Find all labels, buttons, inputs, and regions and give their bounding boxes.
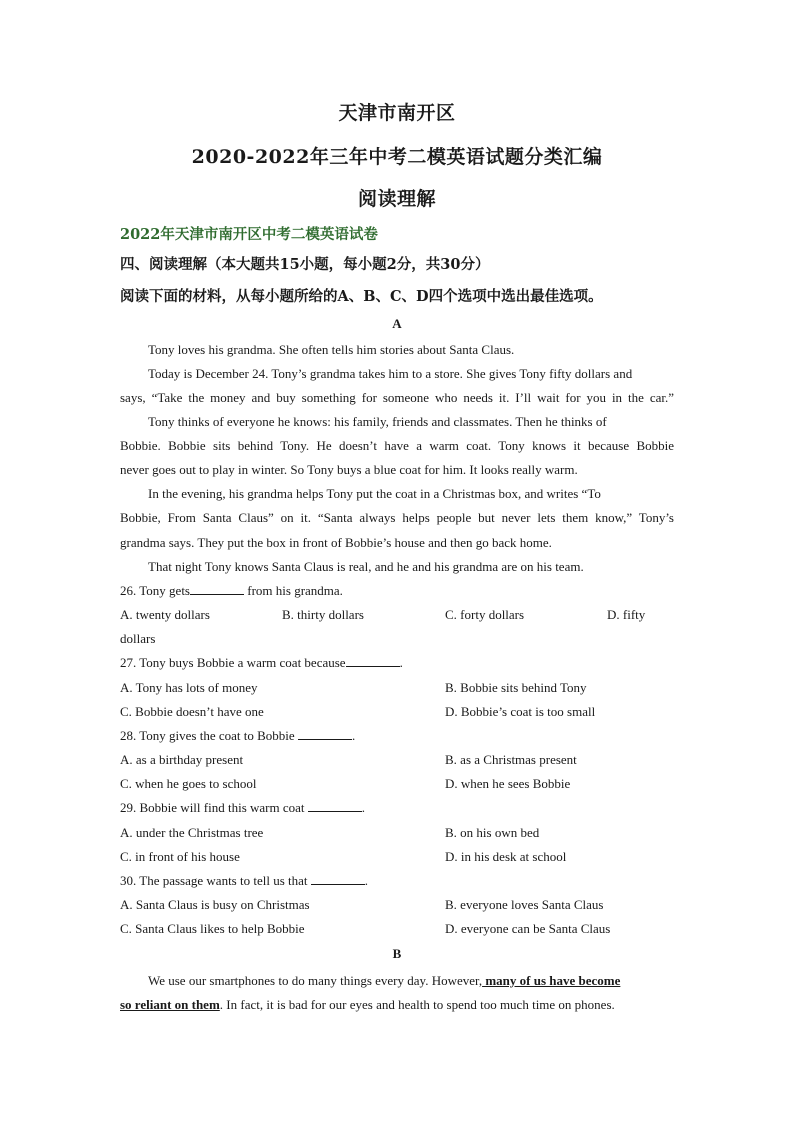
- option-b: B. as a Christmas present: [445, 752, 577, 767]
- answer-blank: [190, 584, 244, 595]
- passage-b-line: [148, 973, 620, 989]
- question-stem-start: 30. The passage wants to tell us that: [120, 873, 308, 888]
- option-d: D. everyone can be Santa Claus: [445, 921, 611, 936]
- option-b: B. on his own bed: [445, 825, 540, 840]
- question-stem: [120, 728, 355, 744]
- passage-a-line: Bobbie. Bobbie sits behind Tony. He doesn’t have a warm coat. Tony knows it because Bobbie: [120, 438, 674, 453]
- passage-a-line: says, “Take the money and buy something for someone who needs it. I’ll wait for you in the car.”: [120, 390, 674, 405]
- answer-blank: [298, 729, 352, 740]
- passage-a-line: grandma says. They put the box in front of Bobbie’s house and then go back home.: [120, 535, 552, 550]
- answer-blank: [346, 656, 400, 667]
- title-topic: 阅读理解: [357, 188, 436, 210]
- passage-a-line: Tony loves his grandma. She often tells him stories about Santa Claus.: [148, 342, 515, 357]
- question-stem-end: from his grandma.: [247, 583, 343, 598]
- question-stem-start: 26. Tony gets: [120, 583, 190, 598]
- title-region: 天津市南开区: [338, 102, 456, 124]
- answer-blank: [311, 874, 365, 885]
- question-stem: [120, 655, 403, 671]
- option-c: C. in front of his house: [120, 849, 240, 864]
- option-a: A. under the Christmas tree: [120, 825, 264, 840]
- question-stem-end: .: [351, 728, 356, 743]
- option-d: D. in his desk at school: [445, 849, 567, 864]
- passage-a-label: A: [392, 316, 402, 331]
- option-b: B. everyone loves Santa Claus: [445, 897, 604, 912]
- passage-b-line: [120, 997, 615, 1013]
- option-b: B. Bobbie sits behind Tony: [445, 680, 587, 695]
- passage-a-line: Bobbie, From Santa Claus” on it. “Santa always helps people but never lets them know,” Tony’s: [120, 510, 674, 525]
- exam-name: 2022年天津市南开区中考二模英语试卷: [120, 226, 378, 243]
- question-stem-start: 29. Bobbie will find this warm coat: [120, 800, 305, 815]
- passage-a-line: Today is December 24. Tony’s grandma takes him to a store. She gives Tony fifty dollars and: [148, 366, 633, 381]
- passage-a-line: never goes out to play in winter. So Tony buys a blue coat for him. It looks really warm.: [120, 462, 578, 477]
- option-c: C. forty dollars: [445, 607, 525, 622]
- question-stem-end: .: [361, 800, 366, 815]
- title-compilation: 2020-2022年三年中考二模英语试题分类汇编: [191, 146, 603, 168]
- answer-blank: [308, 801, 362, 812]
- question-stem: [120, 800, 365, 816]
- question-stem-end: .: [364, 873, 369, 888]
- option-a: A. Tony has lots of money: [120, 680, 258, 695]
- option-d: D. when he sees Bobbie: [445, 776, 571, 791]
- passage-b-label: B: [392, 946, 402, 961]
- part-heading: 四、阅读理解（本大题共15小题，每小题2分，共30分）: [120, 256, 490, 273]
- option-a: A. Santa Claus is busy on Christmas: [120, 897, 310, 912]
- passage-a-line: That night Tony knows Santa Claus is real, and he and his grandma are on his team.: [148, 559, 584, 574]
- option-d-continued: dollars: [120, 631, 156, 646]
- option-a: A. as a birthday present: [120, 752, 244, 767]
- question-stem: [120, 873, 368, 889]
- option-c: C. Bobbie doesn’t have one: [120, 704, 264, 719]
- option-d: D. fifty: [607, 607, 646, 622]
- option-b: B. thirty dollars: [282, 607, 364, 622]
- option-c: C. Santa Claus likes to help Bobbie: [120, 921, 305, 936]
- question-stem-end: .: [399, 655, 403, 670]
- passage-a-line: In the evening, his grandma helps Tony put the coat in a Christmas box, and writes “To: [148, 486, 601, 501]
- underlined-phrase: many of us have become: [482, 973, 621, 988]
- underlined-phrase: so reliant on them: [120, 997, 220, 1012]
- question-stem-start: 28. Tony gives the coat to Bobbie: [120, 728, 295, 743]
- passage-b-text: . In fact, it is bad for our eyes and health to spend too much time on phones.: [219, 997, 615, 1012]
- option-a: A. twenty dollars: [120, 607, 210, 622]
- option-d: D. Bobbie’s coat is too small: [445, 704, 596, 719]
- question-stem-start: 27. Tony buys Bobbie a warm coat because: [120, 655, 346, 670]
- passage-b-text: We use our smartphones to do many things every day. However,: [148, 973, 483, 988]
- option-c: C. when he goes to school: [120, 776, 257, 791]
- instructions: 阅读下面的材料，从每小题所给的A、B、C、D四个选项中选出最佳选项。: [120, 288, 603, 305]
- passage-a-line: Tony thinks of everyone he knows: his family, friends and classmates. Then he thinks of: [148, 414, 607, 429]
- question-stem: [120, 583, 343, 599]
